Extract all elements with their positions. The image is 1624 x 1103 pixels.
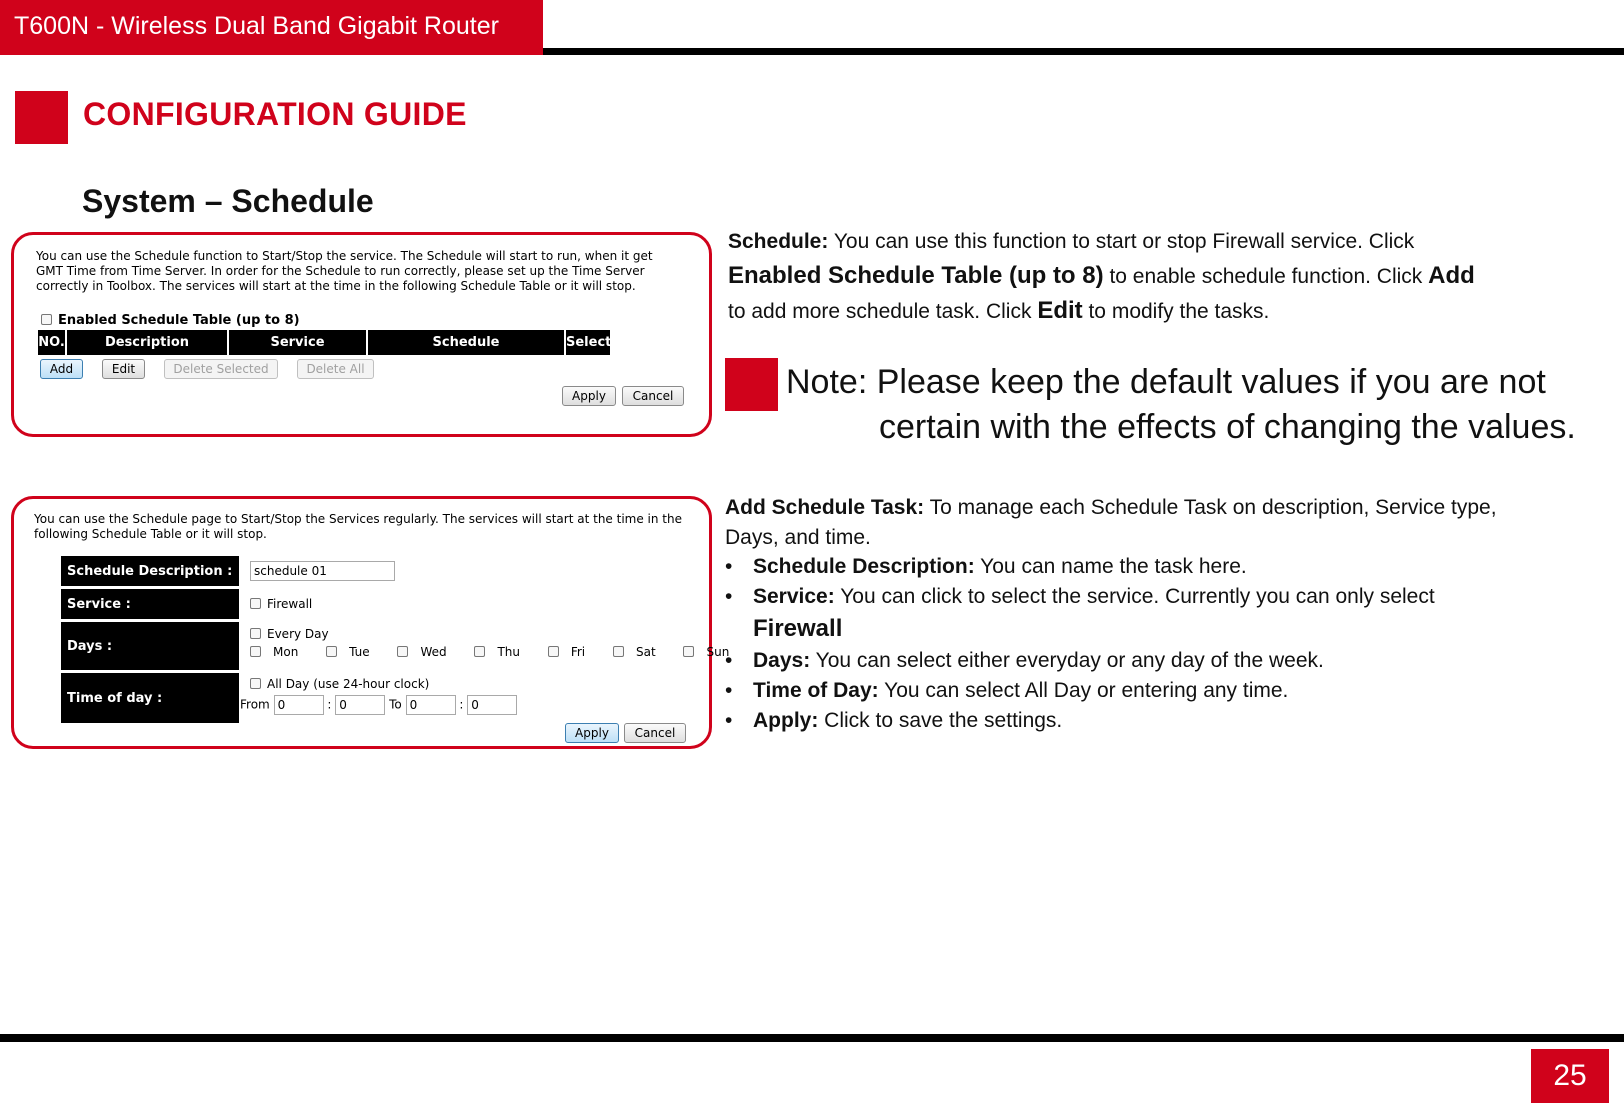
add-task-bullet-list	[725, 552, 1585, 736]
all-day-row	[250, 677, 429, 691]
service-row	[250, 597, 312, 611]
day-fri-label: Fri	[570, 645, 586, 659]
bullet-label: Days:	[753, 649, 811, 672]
enabled-schedule-row	[41, 313, 300, 328]
every-day-label: Every Day	[267, 627, 329, 641]
to-minute-input[interactable]: 0	[467, 695, 517, 715]
weekday-row	[250, 645, 753, 659]
guide-marker-square	[15, 91, 68, 144]
firewall-label: Firewall	[267, 597, 313, 611]
schedule-text-2: to enable schedule function. Click	[1103, 265, 1429, 288]
day-sat-label: Sat	[635, 645, 656, 659]
section-title: System – Schedule	[82, 183, 374, 219]
schedule-text-1: You can use this function to start or stop Firewall service. Click	[828, 230, 1415, 253]
col-select: Select	[566, 330, 610, 355]
col-no: NO.	[38, 330, 65, 355]
days-label: Days :	[61, 622, 239, 670]
add-button[interactable]: Add	[40, 359, 83, 379]
every-day-row	[250, 627, 329, 641]
enabled-schedule-ref: Enabled Schedule Table (up to 8)	[728, 262, 1104, 289]
to-colon: :	[459, 697, 464, 712]
note-line-1: Note: Please keep the default values if you are not	[786, 363, 1546, 401]
every-day-checkbox[interactable]	[250, 628, 261, 639]
bullet-text: Click to save the settings.	[818, 709, 1063, 732]
time-of-day-label: Time of day :	[61, 673, 239, 723]
cancel-button[interactable]: Cancel	[622, 386, 684, 406]
all-day-checkbox[interactable]	[250, 678, 261, 689]
list-item	[725, 646, 1585, 676]
note-marker-square	[725, 358, 778, 411]
header-rule	[543, 48, 1624, 55]
list-item	[725, 552, 1585, 582]
add-schedule-task-text	[725, 493, 1555, 553]
bullet-text: You can name the task here.	[974, 555, 1247, 578]
from-colon: :	[327, 697, 332, 712]
to-hour-input[interactable]: 0	[406, 695, 456, 715]
form-cancel-button[interactable]: Cancel	[624, 723, 686, 743]
to-label: To	[389, 697, 402, 712]
list-item	[725, 706, 1585, 736]
day-fri-checkbox[interactable]	[548, 646, 559, 657]
day-thu-checkbox[interactable]	[474, 646, 485, 657]
form-apply-button[interactable]: Apply	[565, 723, 619, 743]
day-wed-label: Wed	[420, 645, 447, 659]
add-schedule-panel	[11, 496, 730, 749]
guide-title: CONFIGURATION GUIDE	[83, 96, 467, 132]
list-item	[725, 676, 1585, 706]
schedule-description-label: Schedule Description :	[61, 556, 239, 586]
day-sat-checkbox[interactable]	[613, 646, 624, 657]
note-text	[786, 360, 1576, 450]
list-item	[725, 582, 1585, 646]
edit-ref: Edit	[1037, 297, 1083, 324]
schedule-description-row	[250, 561, 395, 581]
day-sun-checkbox[interactable]	[683, 646, 694, 657]
all-day-label: All Day (use 24-hour clock)	[267, 677, 430, 691]
apply-button[interactable]: Apply	[562, 386, 616, 406]
day-sun-label: Sun	[706, 645, 730, 659]
schedule-description-input[interactable]: schedule 01	[250, 561, 395, 581]
add-task-label: Add Schedule Task:	[725, 496, 925, 519]
edit-button[interactable]: Edit	[102, 359, 145, 379]
bullet-text: You can click to select the service. Currently you can only select	[834, 585, 1435, 608]
page-number: 25	[1531, 1049, 1609, 1103]
from-hour-input[interactable]: 0	[274, 695, 324, 715]
from-label: From	[240, 697, 270, 712]
bullet-label: Apply:	[753, 709, 819, 732]
time-range-row	[240, 695, 517, 715]
add-ref: Add	[1428, 262, 1475, 289]
from-minute-input[interactable]: 0	[335, 695, 385, 715]
enabled-schedule-checkbox[interactable]	[41, 314, 52, 325]
bullet-label: Service:	[753, 585, 835, 608]
delete-selected-button[interactable]: Delete Selected	[164, 359, 278, 379]
schedule-text-4: to modify the tasks.	[1082, 300, 1270, 323]
day-thu-label: Thu	[497, 645, 521, 659]
day-tue-checkbox[interactable]	[326, 646, 337, 657]
col-schedule: Schedule	[368, 330, 564, 355]
firewall-checkbox[interactable]	[250, 598, 261, 609]
day-mon-checkbox[interactable]	[250, 646, 261, 657]
bullet-label: Time of Day:	[753, 679, 879, 702]
schedule-label: Schedule:	[728, 230, 829, 253]
service-label: Service :	[61, 589, 239, 619]
footer-rule	[0, 1034, 1624, 1042]
day-wed-checkbox[interactable]	[397, 646, 408, 657]
document-header-title: T600N - Wireless Dual Band Gigabit Router	[0, 0, 543, 55]
schedule-table-panel	[11, 232, 712, 437]
day-tue-label: Tue	[349, 645, 370, 659]
day-mon-label: Mon	[273, 645, 299, 659]
enabled-schedule-label: Enabled Schedule Table (up to 8)	[58, 313, 300, 328]
col-description: Description	[67, 330, 227, 355]
bullet-text: You can select either everyday or any day of the week.	[810, 649, 1324, 672]
delete-all-button[interactable]: Delete All	[297, 359, 374, 379]
add-schedule-info-text: You can use the Schedule page to Start/Stop the Services regularly. The services will start at the time in the following Schedule Table or it will stop.	[34, 512, 682, 541]
schedule-text-3: to add more schedule task. Click	[728, 300, 1038, 323]
schedule-info-text: You can use the Schedule function to Start/Stop the service. The Schedule will start to run, when it get GMT Time from Time Server. In order for the Schedule to run correctly, please set up the Time Server correctly in Toolbox. The services will start at the time in the following Schedule Table or it will stop.	[36, 249, 653, 293]
schedule-table-header	[38, 330, 612, 355]
bullet-text: You can select All Day or entering any time.	[878, 679, 1289, 702]
add-task-text: To manage each Schedule Task on description, Service type, Days, and time.	[725, 496, 1497, 549]
bullet-label: Schedule Description:	[753, 555, 975, 578]
col-service: Service	[229, 330, 366, 355]
firewall-emphasis: Firewall	[753, 615, 843, 642]
note-line-2: certain with the effects of changing the values.	[879, 408, 1576, 446]
schedule-description-text	[728, 225, 1588, 329]
